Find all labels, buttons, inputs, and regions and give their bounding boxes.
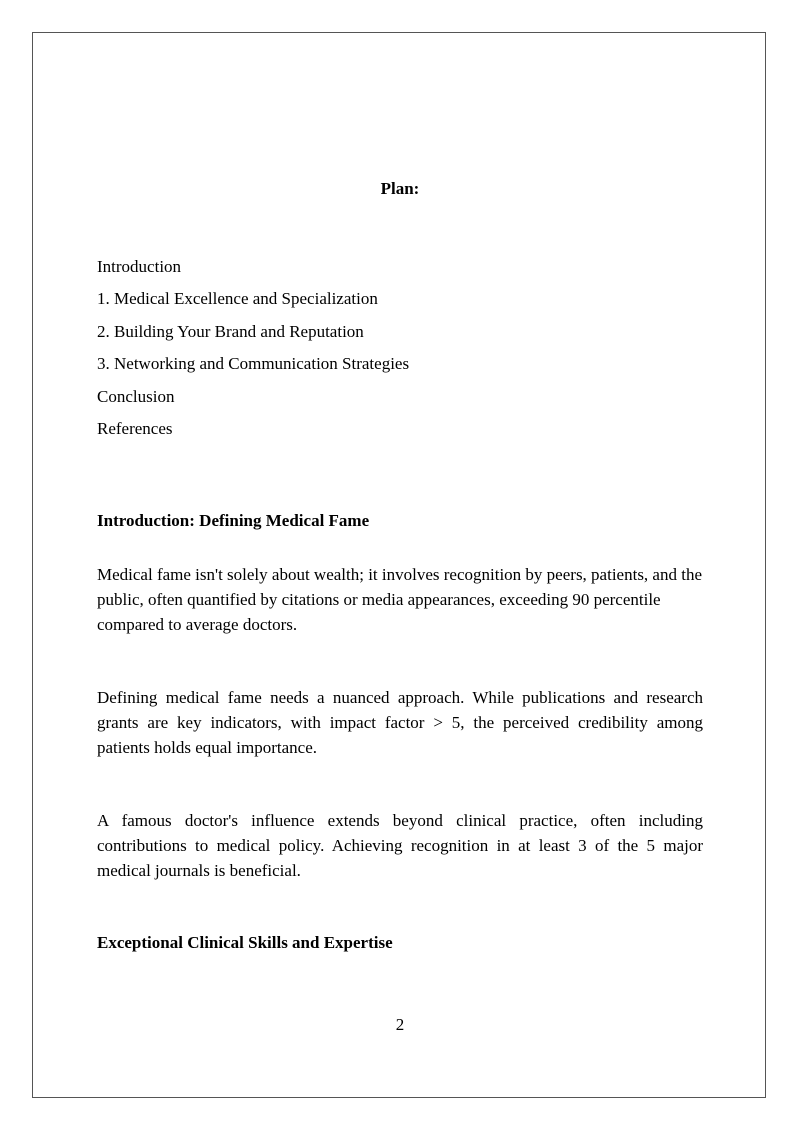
introduction-paragraph-3: A famous doctor's influence extends beyond clinical practice, often including contributions to medical policy. Achieving recognition in at least 3 of the 5 major medical journals is beneficial. — [97, 811, 703, 880]
introduction-paragraph-2: Defining medical fame needs a nuanced approach. While publications and research grants are key indicators, with impact factor > 5, the perceived credibility among patients holds equal importance. — [97, 688, 703, 757]
introduction-heading: Introduction: Defining Medical Fame — [97, 511, 370, 530]
plan-item-building-brand: 2. Building Your Brand and Reputation — [97, 321, 364, 341]
introduction-paragraph-1: Medical fame isn't solely about wealth; it involves recognition by peers, patients, and the public, often quantified by citations or media appearances, exceeding 90 percentile compared to average doctors. — [97, 565, 702, 634]
plan-item-introduction: Introduction — [97, 257, 182, 276]
plan-item-networking: 3. Networking and Communication Strategies — [97, 354, 410, 374]
plan-item-references: References — [97, 419, 173, 439]
page-number: 2 — [395, 1015, 405, 1034]
clinical-skills-heading: Exceptional Clinical Skills and Expertise — [97, 933, 393, 952]
plan-list — [97, 251, 409, 445]
plan-title: Plan: — [380, 179, 420, 198]
plan-item-medical-excellence: 1. Medical Excellence and Specialization — [97, 289, 378, 309]
document-page — [32, 32, 766, 1098]
plan-item-conclusion: Conclusion — [97, 386, 175, 406]
